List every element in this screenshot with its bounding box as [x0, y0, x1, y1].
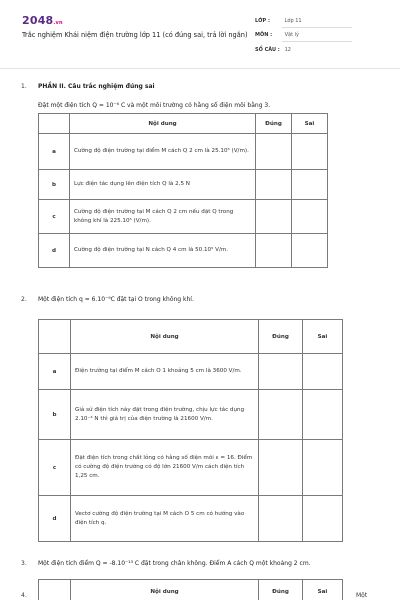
meta-divider: [282, 41, 352, 42]
true-cell[interactable]: [256, 134, 292, 170]
table-row: [39, 440, 343, 496]
header-content: Nội dung: [70, 114, 256, 134]
false-cell[interactable]: [303, 354, 343, 390]
row-label: a: [39, 354, 71, 390]
header-content: Nội dung: [71, 320, 259, 354]
row-label: b: [39, 390, 71, 440]
question-intro: Một điện tích điểm Q = -8.10⁻¹³ C đặt trong chân không. Điểm A cách Q một khoảng 2 cm.: [38, 560, 311, 567]
true-false-table: [38, 113, 328, 268]
question-intro: Đặt một điện tích Q = 10⁻⁶ C và một môi trường có hằng số điện môi bằng 3.: [38, 102, 271, 109]
table-row: [39, 354, 343, 390]
false-cell[interactable]: [292, 134, 328, 170]
meta-subject-key: MÔN :: [255, 32, 273, 38]
false-cell[interactable]: [303, 390, 343, 440]
true-cell[interactable]: [256, 234, 292, 268]
question-intro: Một điện tích q = 6.10⁻⁹C đặt tại O trong không khí.: [38, 296, 194, 303]
true-false-table: [38, 319, 343, 542]
row-label: c: [39, 440, 71, 496]
row-label: b: [39, 170, 70, 200]
meta-class: [255, 18, 302, 24]
header-blank: [39, 580, 71, 600]
header-false: Sai: [303, 580, 343, 600]
header-blank: [39, 320, 71, 354]
row-statement: Cường độ điện trường tại N cách Q 4 cm là 50.10⁵ V/m.: [70, 234, 256, 268]
header-false: Sai: [292, 114, 328, 134]
header-true: Đúng: [259, 580, 303, 600]
meta-count-key: SỐ CÂU :: [255, 47, 280, 53]
trailing-text: Một: [356, 592, 368, 599]
table-row: [39, 390, 343, 440]
table-header-row: [39, 114, 328, 134]
question-number: 1.: [21, 83, 27, 90]
table-row: [39, 234, 328, 268]
false-cell[interactable]: [303, 496, 343, 542]
question-number: 2.: [21, 296, 27, 303]
site-logo[interactable]: [22, 14, 63, 27]
header-true: Đúng: [259, 320, 303, 354]
page-header: [0, 0, 400, 62]
row-statement: Lực điện tác dụng lên điện tích Q là 2,5 N: [70, 170, 256, 200]
logo-main: 2048: [22, 14, 54, 27]
table-header-row: [39, 320, 343, 354]
true-cell[interactable]: [259, 440, 303, 496]
row-statement: Cường độ điện trường tại điểm M cách Q 2 cm là 25.10⁵ (V/m).: [70, 134, 256, 170]
table-row: [39, 200, 328, 234]
header-divider: [0, 68, 400, 69]
meta-count: [255, 47, 291, 53]
true-cell[interactable]: [259, 390, 303, 440]
table-header-row: [39, 580, 343, 600]
header-content: Nội dung: [71, 580, 259, 600]
true-cell[interactable]: [259, 354, 303, 390]
false-cell[interactable]: [292, 170, 328, 200]
row-statement: Vectơ cường độ điện trường tại M cách O 5 cm có hướng vào điện tích q.: [71, 496, 259, 542]
meta-count-value: 12: [284, 47, 291, 53]
table-row: [39, 170, 328, 200]
question-number: 4.: [21, 592, 27, 599]
logo-sub: .vn: [53, 20, 63, 26]
true-cell[interactable]: [256, 200, 292, 234]
header-false: Sai: [303, 320, 343, 354]
row-statement: Cường độ điện trường tại M cách Q 2 cm nếu đặt Q trong không khí là 225.10⁵ (V/m).: [70, 200, 256, 234]
false-cell[interactable]: [303, 440, 343, 496]
document-title: Trắc nghiệm Khái niệm điện trường lớp 11 (có đúng sai, trả lời ngắn): [22, 31, 248, 39]
meta-class-key: LỚP :: [255, 18, 270, 24]
row-label: a: [39, 134, 70, 170]
true-cell[interactable]: [259, 496, 303, 542]
meta-subject: [255, 32, 299, 38]
meta-class-value: Lớp 11: [284, 18, 302, 24]
true-cell[interactable]: [256, 170, 292, 200]
row-label: d: [39, 234, 70, 268]
header-true: Đúng: [256, 114, 292, 134]
question-number: 3.: [21, 560, 27, 567]
meta-subject-value: Vật lý: [284, 32, 299, 38]
meta-divider: [282, 27, 352, 28]
header-blank: [39, 114, 70, 134]
table-row: [39, 134, 328, 170]
table-row: [39, 496, 343, 542]
false-cell[interactable]: [292, 234, 328, 268]
row-statement: Giả sử điện tích này đặt trong điện trường, chịu lực tác dụng 2.10⁻⁴ N thì giá trị của điện trường là 21600 V/m.: [71, 390, 259, 440]
row-label: c: [39, 200, 70, 234]
false-cell[interactable]: [292, 200, 328, 234]
row-statement: Điện trường tại điểm M cách O 1 khoảng 5 cm là 3600 V/m.: [71, 354, 259, 390]
row-label: d: [39, 496, 71, 542]
true-false-table: [38, 579, 343, 600]
row-statement: Đặt điện tích trong chất lỏng có hằng số điện môi ε = 16. Điểm có cường độ điện trường có độ lớn 21600 V/m cách điện tích 1,25 cm.: [71, 440, 259, 496]
section-title: PHẦN II. Câu trắc nghiệm đúng sai: [38, 83, 155, 90]
